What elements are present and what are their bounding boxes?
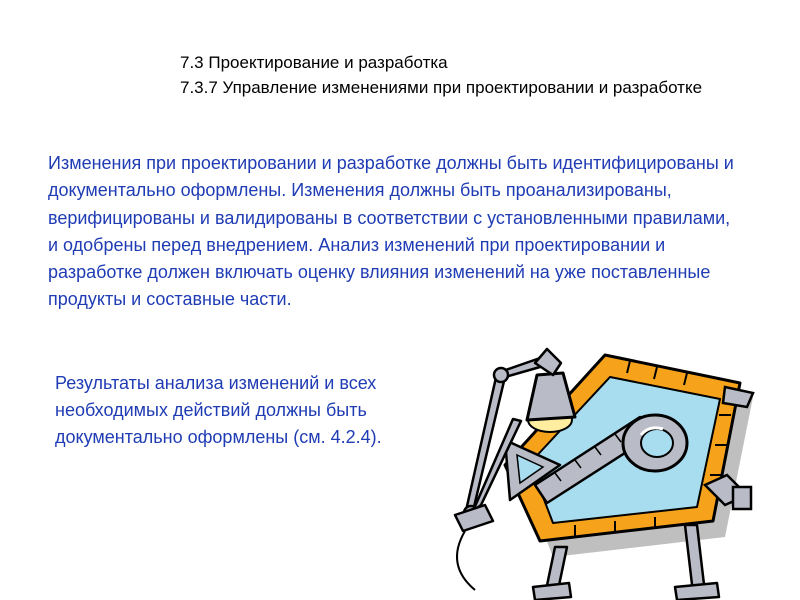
lamp-cord [457, 531, 475, 590]
section-title: 7.3 Проектирование и разработка [180, 53, 448, 72]
slide-heading [180, 50, 800, 100]
lamp-base [455, 505, 493, 531]
note-paragraph: Результаты анализа изменений и всех необходимых действий должны быть документально оформлены (см. 4.2.4). [55, 373, 382, 447]
subsection-title: 7.3.7 Управление изменениями при проектировании и разработке [180, 78, 703, 97]
drafting-desk-clipart [435, 325, 800, 600]
magnifier-icon [623, 415, 687, 471]
body-paragraph: Изменения при проектировании и разработке должны быть идентифицированы и документально оформлены. Изменения должны быть проанализированы, верифицированы и валидированы в соответствии с установленными правилами, и одобрены перед внедрением. Анализ изменений при проектировании и разработке должен включать оценку влияния изменений на уже поставленные продукты и составные части. [48, 153, 734, 310]
